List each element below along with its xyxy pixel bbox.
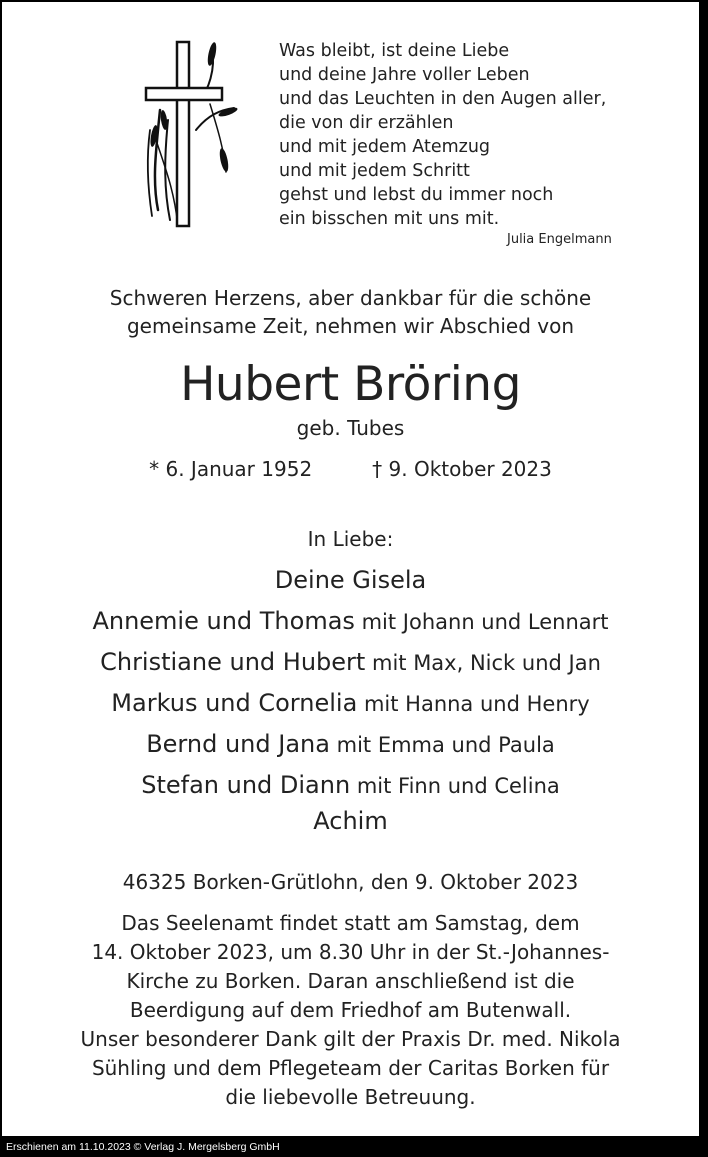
poem-line: die von dir erzählen [279,113,454,133]
poem-line: Was bleibt, ist deine Liebe [279,41,510,61]
poem-line: gehst und lebst du immer noch [279,185,554,205]
mourner-main: Deine Gisela [274,566,427,594]
deceased-name: Hubert Bröring [180,357,521,412]
mourner-sub: mit Emma und Paula [329,733,555,757]
mourner-row [2,605,699,646]
mourner-main: Stefan und Diann [141,771,351,799]
mourner-main: Achim [313,807,388,835]
details-line: Unser besonderer Dank gilt der Praxis Dr. med. Nikola [80,1027,621,1051]
service-details [2,909,699,1112]
intro-line: Schweren Herzens, aber dankbar für die schöne [109,286,592,310]
details-line: Sühling und dem Pflegeteam der Caritas Borken für [91,1056,610,1080]
poem-line: ein bisschen mit uns mit. [279,209,500,229]
death-date: † 9. Oktober 2023 [372,457,552,481]
birth-name: geb. Tubes [296,416,405,440]
mourner-row [2,646,699,687]
details-line: Kirche zu Borken. Daran anschließend ist die [126,969,575,993]
details-line: 14. Oktober 2023, um 8.30 Uhr in der St.-Johannes- [91,940,610,964]
cross-with-wheat-icon [138,40,238,228]
mourner-sub: mit Max, Nick und Jan [365,651,601,675]
life-dates [2,457,699,481]
mourner-main: Annemie und Thomas [92,607,355,635]
details-line: Beerdigung auf dem Friedhof am Butenwall. [129,998,572,1022]
details-line: Das Seelenamt findet statt am Samstag, dem [121,911,580,935]
birth-date: * 6. Januar 1952 [149,457,313,481]
mourner-row [2,564,699,605]
mourner-main: Markus und Cornelia [111,689,358,717]
mourners-heading: In Liebe: [307,527,394,551]
intro-line: gemeinsame Zeit, nehmen wir Abschied von [126,314,575,338]
poem-line: und deine Jahre voller Leben [279,65,530,85]
mourner-main: Christiane und Hubert [100,648,366,676]
poem-line: und das Leuchten in den Augen aller, [279,89,607,109]
mourner-row [2,687,699,728]
intro-text [2,284,699,340]
place-date: 46325 Borken-Grütlohn, den 9. Oktober 2023 [122,870,579,894]
poem [279,39,606,231]
mourner-sub: mit Finn und Celina [350,774,560,798]
poem-author: Julia Engelmann [507,232,612,247]
poem-line: und mit jedem Atemzug [279,137,491,157]
publication-footer: Erschienen am 11.10.2023 © Verlag J. Mergelsberg GmbH [6,1141,280,1153]
mourner-sub: mit Johann und Lennart [354,610,609,634]
mourner-row [2,728,699,769]
obituary-card [2,2,699,1136]
mourner-main: Bernd und Jana [146,730,330,758]
poem-line: und mit jedem Schritt [279,161,470,181]
mourners-list [2,564,699,846]
mourner-row [2,769,699,805]
mourner-row [2,805,699,846]
mourner-sub: mit Hanna und Henry [357,692,590,716]
details-line: die liebevolle Betreuung. [225,1085,476,1109]
